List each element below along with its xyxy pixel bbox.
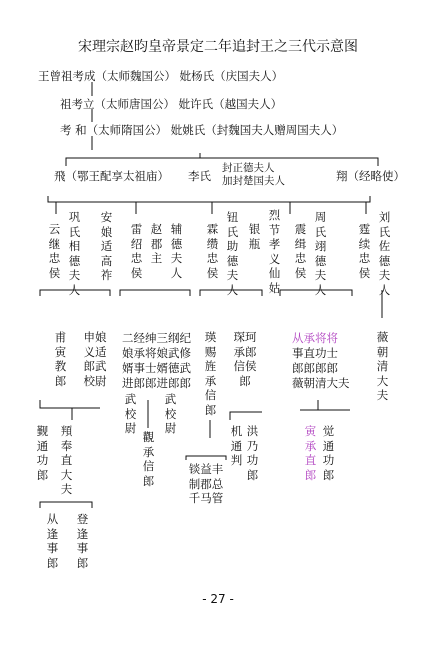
father-line: 考 和（太师隋国公） 妣姚氏（封魏国夫人赠周国夫人） — [60, 123, 344, 137]
gen4-jue: 觐通功郎 — [36, 424, 49, 482]
gen3-erjing-sub2: 婿事士婿德武 — [122, 361, 191, 375]
gen3-chen: 琛珂承郎信侯郎 — [233, 330, 257, 388]
gen3-ying: 瑛赐旌承信郎 — [204, 330, 217, 417]
gen3-erjing-sub3: 进郎郎进郎郎 — [122, 376, 191, 390]
gen2-lie: 烈节孝义仙姑 — [268, 208, 281, 295]
gen4-ji: 机通判 — [230, 424, 243, 467]
gen2-ting: 霆续忠侯 — [358, 222, 371, 280]
gen2-lin: 霖缵忠侯 — [206, 222, 219, 280]
fei-node: 飛（鄂王配享太祖庙） — [54, 169, 169, 183]
gen2-fu: 辅德夫人 — [170, 222, 183, 280]
gen3-erjing-sub: 娘承将娘武修 — [122, 346, 191, 360]
gen4-jue-2: 觉通功郎 — [322, 424, 335, 482]
gen2-yun: 云继忠侯 — [48, 222, 61, 280]
gen2-liu: 刘氏佐德夫人 — [378, 210, 391, 297]
gen4-jiao: 頖奉直大夫 — [60, 424, 73, 496]
gen3-huang-sub3: 薇朝清大夫 — [292, 376, 350, 390]
gen3-fu-yin: 甫寅教郎 — [54, 330, 67, 388]
gen2-yinping: 银瓶 — [248, 222, 261, 251]
gen2-lei: 雷绍忠侯 — [130, 222, 143, 280]
great-grandfather-line: 王曾祖考成（太师魏国公） 妣杨氏（庆国夫人） — [38, 69, 284, 83]
gen2-zhou: 周氏翊德夫人 — [314, 210, 327, 297]
gen2-zhen: 震缉忠侯 — [294, 222, 307, 280]
li-title-2: 加封楚国夫人 — [222, 175, 285, 187]
gen3-shen: 申娘义适郎武校尉 — [83, 330, 107, 388]
gen3-huang — [292, 330, 338, 346]
grandfather-line: 祖考立（太师唐国公） 妣许氏（越国夫人） — [60, 97, 283, 111]
gen3-wei: 薇朝清大夫 — [376, 330, 389, 402]
gen3-huang-text: 从承将将 — [292, 331, 338, 345]
gen3-huang-sub2: 郎郎郎郎 — [292, 361, 338, 375]
gen2-anniang: 安娘适高祚 — [100, 210, 113, 282]
gen3-erjing: 二经绅三纲纪 — [122, 331, 191, 345]
gen5-deng: 登逢事郎 — [76, 512, 89, 570]
gen2-zhao: 赵郡主 — [150, 222, 163, 265]
page-title: 宋理宗赵昀皇帝景定二年追封王之三代示意图 — [78, 39, 358, 55]
li-titles — [222, 162, 285, 188]
page-number: - 27 - — [202, 592, 234, 606]
gen2-gong: 巩氏相德夫人 — [68, 210, 81, 297]
gen4-hong: 洪乃功郎 — [246, 424, 259, 482]
li-title-1: 封正德夫人 — [222, 162, 275, 174]
xiang-node: 翔（经略使） — [336, 169, 405, 183]
gen4-yan: 寅承直郎 — [304, 424, 317, 482]
gen3-huang-sub: 事直功士 — [292, 346, 338, 360]
gen3-wu-xiao-2: 武校尉 — [164, 392, 177, 435]
li-node: 李氏 — [188, 169, 211, 183]
gen5-xi: 锬益丰制郡总千马管 — [188, 462, 224, 505]
gen2-niu: 钮氏助德夫人 — [226, 210, 239, 297]
gen4-guan: 觀承信郎 — [142, 430, 155, 488]
gen3-wu-xiao: 武校尉 — [124, 392, 137, 435]
gen5-cong: 从逢事郎 — [46, 512, 59, 570]
